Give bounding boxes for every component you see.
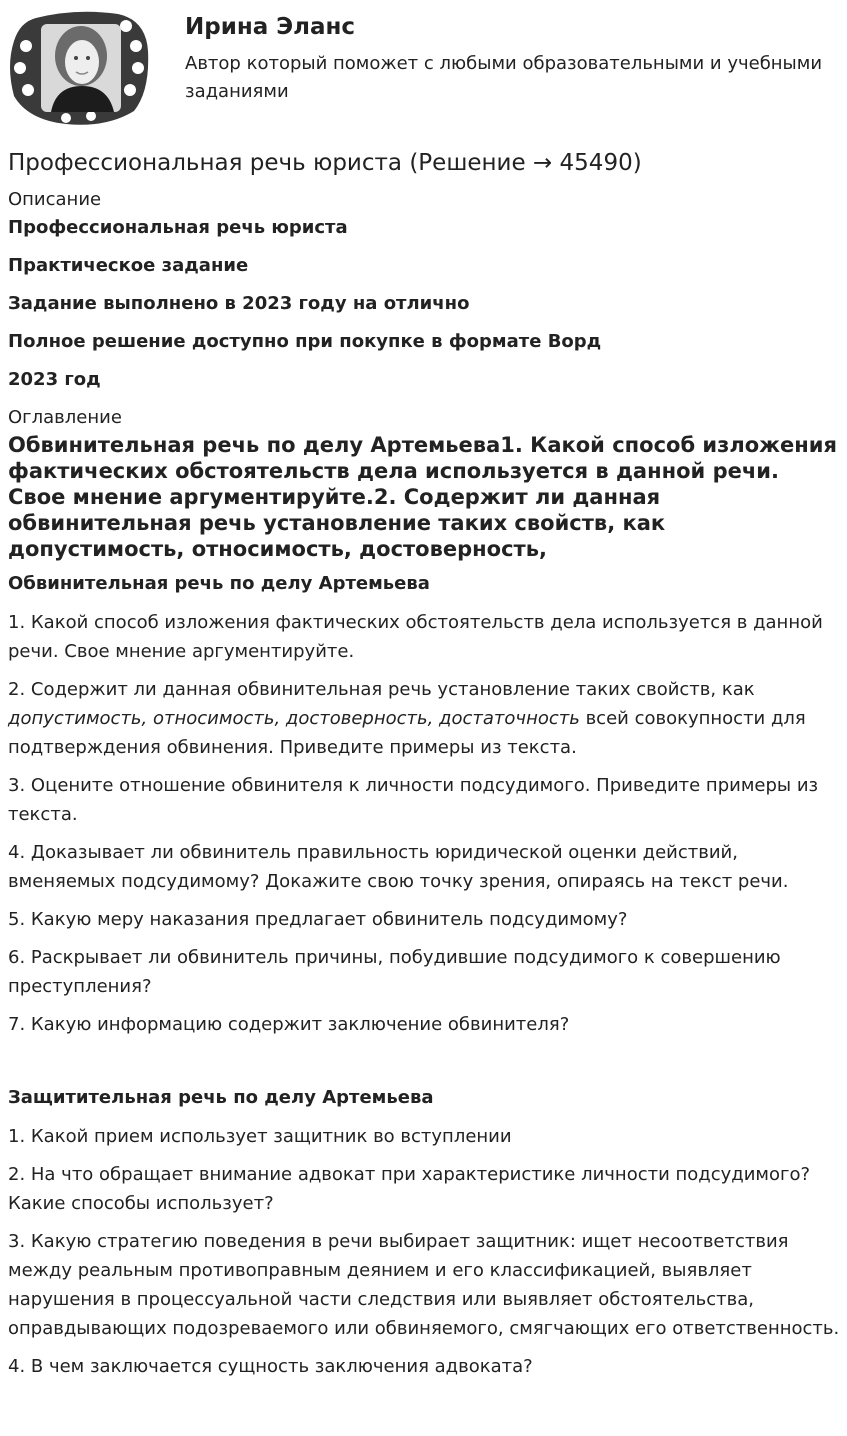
prosecution-question: 5. Какую меру наказания предлагает обвинитель подсудимому? [8,909,628,930]
defense-question: 4. В чем заключается сущность заключения адвоката? [8,1356,533,1377]
description-label: Описание [8,189,102,210]
description-line: Практическое задание [8,255,249,276]
prosecution-question: 7. Какую информацию содержит заключение обвинителя? [8,1014,570,1035]
prosecution-heading: Обвинительная речь по делу Артемьева [8,573,430,594]
description-line: Задание выполнено в 2023 году на отлично [8,293,470,314]
defense-question: 2. На что обращает внимание адвокат при характеристике личности подсудимого? Какие способы использует? [8,1164,811,1214]
question-italic-text: допустимость, относимость, достоверность, достаточность [8,708,580,729]
author-header [0,0,847,135]
page-title: Профессиональная речь юриста (Решение → 45490) [8,150,642,176]
prosecution-question: 1. Какой способ изложения фактических обстоятельств дела используется в данной речи. Свое мнение аргументируйте. [8,612,823,662]
section-spacer [8,1048,840,1086]
prosecution-question [8,675,840,762]
prosecution-question: 6. Раскрывает ли обвинитель причины, побудившие подсудимого к совершению преступления? [8,947,781,997]
question-text: всей совокупности для подтверждения обвинения. Приведите примеры из текста. [8,708,806,758]
toc-label: Оглавление [8,407,122,428]
avatar[interactable] [6,6,151,128]
defense-question: 1. Какой прием использует защитник во вступлении [8,1126,512,1147]
question-text: 2. Содержит ли данная обвинительная речь установление таких свойств, как [8,679,755,700]
prosecution-question: 3. Оцените отношение обвинителя к личности подсудимого. Приведите примеры из текста. [8,775,819,825]
description-line: 2023 год [8,369,101,390]
prosecution-question: 4. Доказывает ли обвинитель правильность юридической оценки действий, вменяемых подсудимому? Докажите свою точку зрения, опираясь на текст речи. [8,842,789,892]
author-description: Автор который поможет с любыми образовательными и учебными заданиями [185,53,823,102]
defense-question: 3. Какую стратегию поведения в речи выбирает защитник: ищет несоответствия между реальным противоправным деянием и его классификацией, выявляет нарушения в процессуальной части следствия или выявляет обстоятельства, оправдывающих подозреваемого или обвиняемого, смягчающих его ответственность. [8,1231,840,1339]
defense-heading: Защитительная речь по делу Артемьева [8,1087,434,1108]
author-name: Ирина Эланс [185,14,356,40]
main-content [8,148,840,1390]
description-line: Полное решение доступно при покупке в формате Ворд [8,331,602,352]
toc-title: Обвинительная речь по делу Артемьева1. Какой способ изложения фактических обстоятельств дела используется в данной речи. Свое мнение аргументируйте.2. Содержит ли данная обвинительная речь установление таких свойств, как допустимость, относимость, достоверность, [8,433,837,561]
description-line: Профессиональная речь юриста [8,217,348,238]
